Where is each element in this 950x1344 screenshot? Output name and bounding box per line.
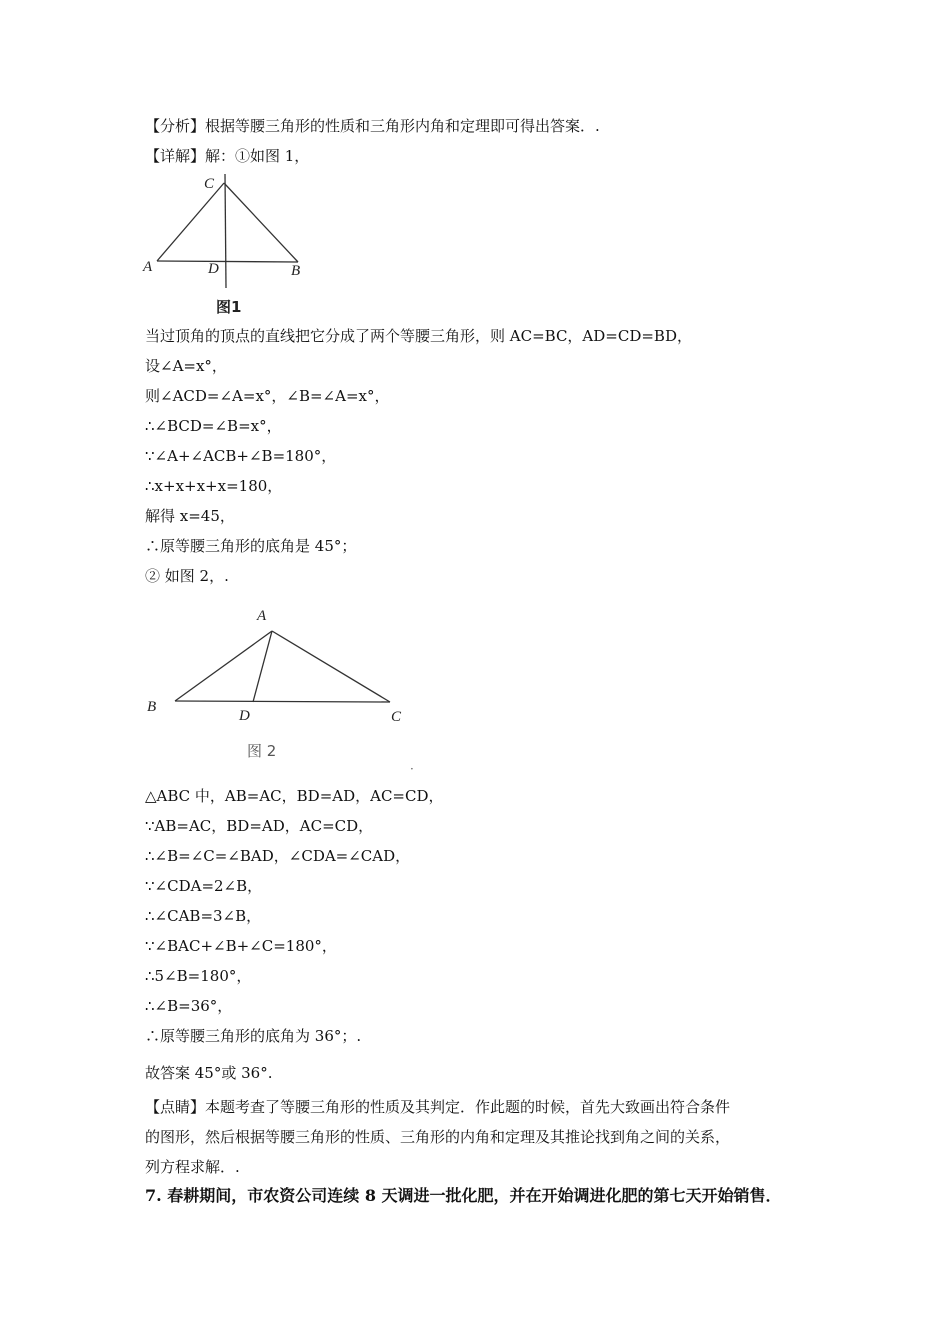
fig1-side-ac (157, 183, 224, 261)
fig1-label-b: B (291, 263, 301, 279)
case1-line-3: 则∠ACD=∠A=x°，∠B=∠A=x°， (145, 387, 390, 405)
fig1-segment-cd (225, 174, 226, 288)
case1-line-6: ∴x+x+x+x=180， (145, 477, 283, 495)
comment-line-1: 【点睛】本题考查了等腰三角形的性质及其判定．作此题的时候，首先大致画出符合条件 (145, 1098, 731, 1116)
case2-intro-line: ② 如图 2，. (145, 567, 229, 585)
fig1-label-a: A (143, 259, 153, 275)
case2-line-8: ∴∠B=36°， (145, 997, 233, 1015)
case1-line-8: ∴原等腰三角形的底角是 45°； (145, 537, 357, 555)
stray-mark: · (410, 762, 414, 776)
case2-line-4: ∵∠CDA=2∠B， (145, 877, 263, 895)
fig2-label-a: A (257, 608, 267, 624)
case1-line-1: 当过顶角的顶点的直线把它分成了两个等腰三角形，则 AC=BC，AD=CD=BD， (145, 327, 692, 345)
comment-line-3: 列方程求解．. (145, 1158, 240, 1176)
next-question-line: 7. 春耕期间，市农资公司连续 8 天调进一批化肥，并在开始调进化肥的第七天开始销售． (145, 1186, 782, 1205)
case1-line-2: 设∠A=x°， (145, 357, 227, 375)
fig2-label-c: C (391, 709, 402, 725)
solution-intro-line: 【详解】解：①如图 1， (145, 147, 310, 165)
fig2-side-ac (272, 631, 390, 702)
fig2-label-b: B (147, 699, 157, 715)
case1-line-5: ∵∠A+∠ACB+∠B=180°， (145, 447, 337, 465)
fig1-caption: 图1 (216, 298, 242, 316)
comment-line-2: 的图形，然后根据等腰三角形的性质、三角形的内角和定理及其推论找到角之间的关系， (145, 1128, 731, 1146)
fig2-caption: 图 2 (247, 742, 277, 760)
case2-line-6: ∵∠BAC+∠B+∠C=180°， (145, 937, 337, 955)
case1-line-4: ∴∠BCD=∠B=x°， (145, 417, 282, 435)
fig1-label-c: C (204, 176, 215, 192)
figure-1 (140, 170, 320, 320)
case1-line-7: 解得 x=45， (145, 507, 235, 525)
case2-line-1: △ABC 中，AB=AC，BD=AD，AC=CD， (145, 787, 444, 805)
case2-line-9: ∴原等腰三角形的底角为 36°；. (145, 1027, 362, 1045)
fig1-base-ab (157, 261, 298, 262)
fig2-label-d: D (239, 708, 250, 724)
fig2-side-ba (175, 631, 272, 701)
figure-2 (140, 600, 420, 765)
case2-line-5: ∴∠CAB=3∠B， (145, 907, 262, 925)
fig2-segment-ad (253, 631, 272, 702)
case2-line-7: ∴5∠B=180°， (145, 967, 252, 985)
case2-line-3: ∴∠B=∠C=∠BAD，∠CDA=∠CAD， (145, 847, 411, 865)
case2-line-2: ∵AB=AC，BD=AD，AC=CD， (145, 817, 374, 835)
fig1-label-d: D (208, 261, 219, 277)
fig2-base-bc (175, 701, 390, 702)
analysis-line: 【分析】根据等腰三角形的性质和三角形内角和定理即可得出答案．. (145, 117, 600, 135)
fig1-side-cb (224, 183, 298, 262)
answer-line: 故答案 45°或 36°. (145, 1064, 273, 1082)
